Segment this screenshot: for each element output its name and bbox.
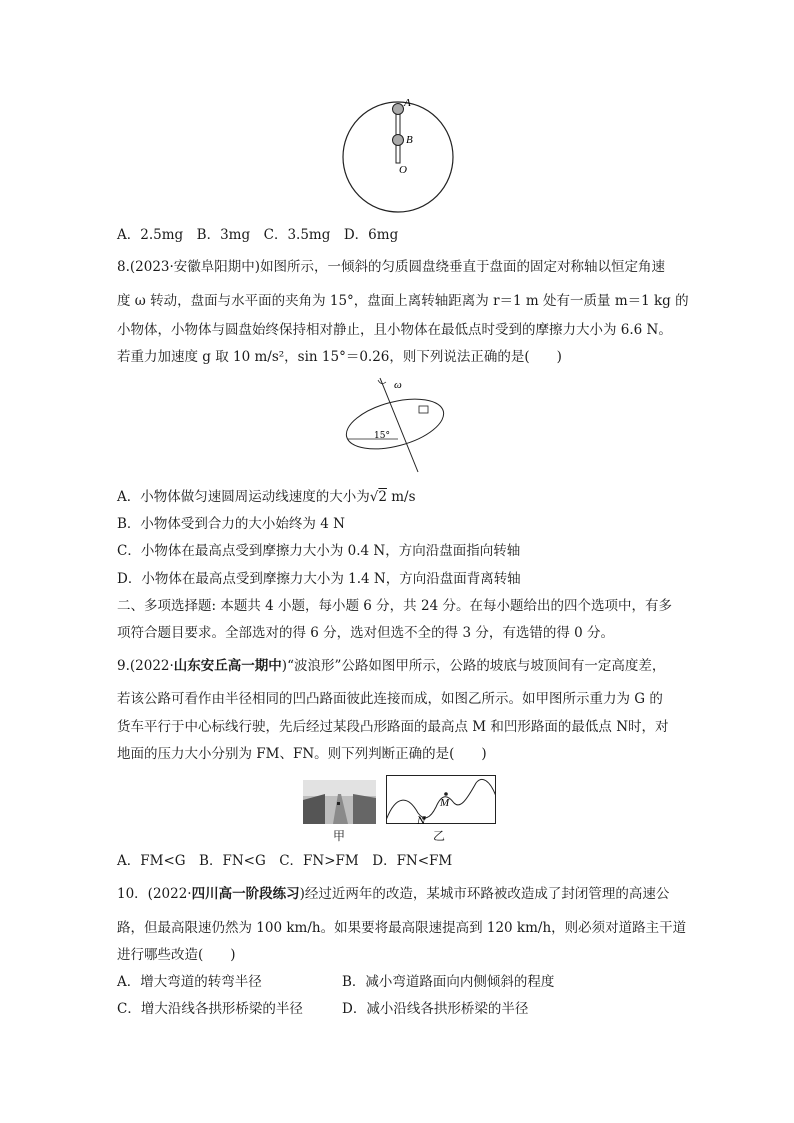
section2-line2: 项符合题目要求。全部选对的得 6 分，选对但选不全的得 3 分，有选错的得 0 分。	[117, 625, 615, 641]
q7-options: A．2.5mg B．3mg C．3.5mg D．6mg	[117, 227, 399, 243]
q8-option-a: A．小物体做匀速圆周运动线速度的大小为√2 m/s	[117, 489, 416, 505]
q10-option-c: C．增大沿线各拱形桥梁的半径	[117, 1001, 303, 1017]
q9-options: A．FM<G B．FN<G C．FN>FM D．FN<FM	[117, 853, 453, 869]
rotation-axis	[380, 378, 418, 472]
q9-line2: 若该公路可看作由半径相同的凹凸路面彼此连接而成，如图乙所示。如甲图所示重力为 G 的	[117, 691, 663, 707]
label-n: N	[417, 816, 426, 825]
section2-line1: 二、多项选择题: 本题共 4 小题，每小题 6 分，共 24 分。在每小题给出的四个选项中，有多	[117, 598, 672, 614]
angle-label: 15°	[374, 431, 390, 441]
label-o: O	[399, 164, 407, 176]
label-a: A	[404, 97, 411, 109]
small-block	[419, 406, 428, 413]
q8-line3: 小物体，小物体与圆盘始终保持相对静止，且小物体在最低点时受到的摩擦力大小为 6.6 N。	[117, 322, 672, 338]
disk	[341, 390, 449, 458]
fig-yi-label: 乙	[433, 829, 446, 843]
q10-line1: 10．(2022·四川高一阶段练习)经过近两年的改造，某城市环路被改造成了封闭管理的高速公	[117, 886, 670, 902]
q10-line2: 路，但最高限速仍然为 100 km/h。如果要将最高限速提高到 120 km/h，则必须对道路主干道	[117, 920, 687, 936]
ball-b	[393, 135, 404, 146]
q8-line4: 若重力加速度 g 取 10 m/s²，sin 15°＝0.26，则下列说法正确的是( )	[117, 349, 562, 365]
label-m: M	[440, 797, 450, 809]
point-m	[444, 792, 448, 796]
q10-source: 四川高一阶段练习	[191, 886, 300, 902]
road-photo	[303, 780, 376, 824]
q8-option-c: C．小物体在最高点受到摩擦力大小为 0.4 N，方向沿盘面指向转轴	[117, 543, 521, 559]
q8-source: 8.(2023·安徽阜阳期中)	[117, 259, 261, 275]
q9-line4: 地面的压力大小分别为 FM、FN。则下列判断正确的是( )	[117, 746, 487, 762]
tilted-disk-figure	[340, 372, 460, 477]
q10-line3: 进行哪些改造( )	[117, 947, 236, 963]
circle-rod-figure	[330, 95, 470, 220]
q8-option-b: B．小物体受到合力的大小始终为 4 N	[117, 516, 345, 532]
q10-option-d: D．减小沿线各拱形桥梁的半径	[342, 1001, 529, 1017]
q9-line1: 9.(2022·山东安丘高一期中)“波浪形”公路如图甲所示，公路的坡底与坡顶间有一定高度差，	[117, 658, 666, 674]
omega-label: ω	[394, 379, 402, 391]
ball-a	[393, 104, 404, 115]
q8-line2: 度 ω 转动，盘面与水平面的夹角为 15°，盘面上离转轴距离为 r＝1 m 处有一质量 m＝1 kg 的	[117, 293, 689, 309]
road-profile-figure	[386, 775, 496, 825]
fig-jia-label: 甲	[333, 829, 346, 843]
q9-source: 山东安丘高一期中	[173, 658, 282, 674]
label-b: B	[406, 134, 413, 146]
section2-heading: 二、多项选择题	[117, 598, 212, 614]
q9-line3: 货车平行于中心标线行驶，先后经过某段凸形路面的最高点 M 和凹形路面的最低点 N时，对	[117, 719, 669, 735]
q8-option-d: D．小物体在最高点受到摩擦力大小为 1.4 N，方向沿盘面背离转轴	[117, 571, 521, 587]
q10-option-b: B．减小弯道路面向内侧倾斜的程度	[342, 974, 555, 990]
q10-option-a: A．增大弯道的转弯半径	[117, 974, 262, 990]
q8-line1: 8.(2023·安徽阜阳期中)如图所示，一倾斜的匀质圆盘绕垂直于盘面的固定对称轴以恒定角速	[117, 259, 666, 275]
